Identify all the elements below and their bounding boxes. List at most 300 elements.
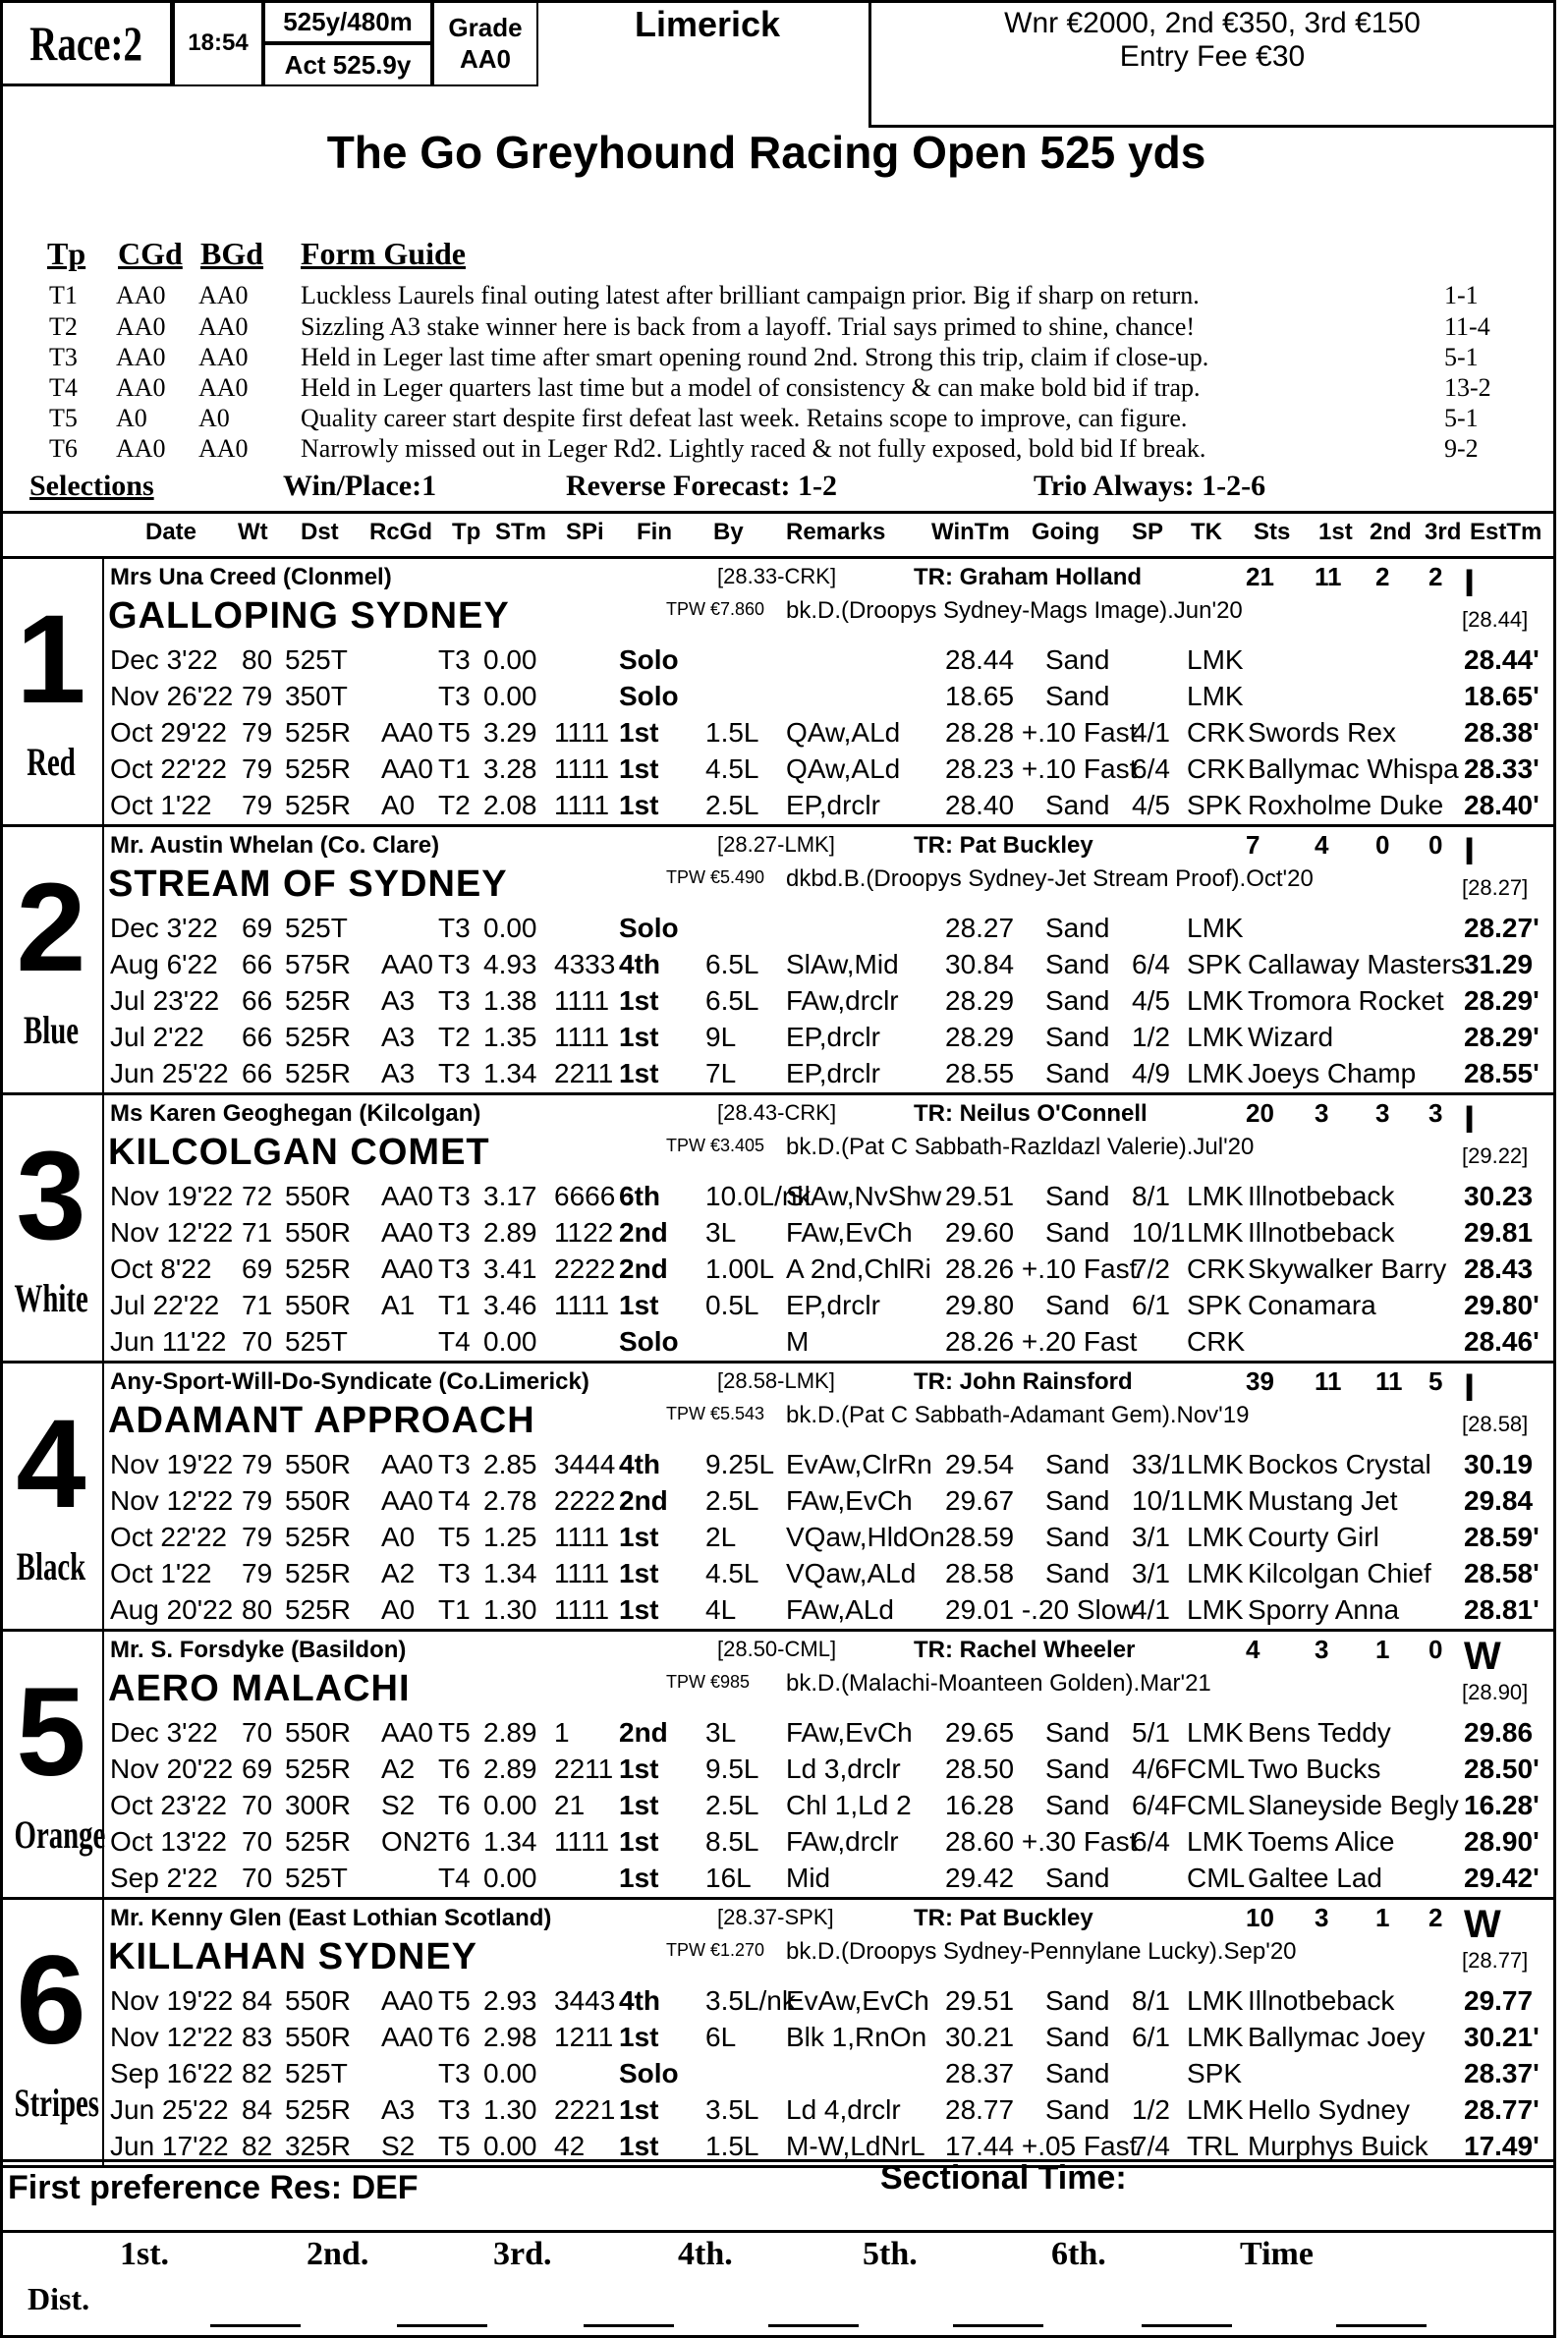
run-finish: 1st xyxy=(619,1594,659,1625)
run-weight: 84 xyxy=(242,1985,273,2016)
run-trap: T5 xyxy=(438,1522,471,1552)
run-win-time: 17.44 +.05 Fast xyxy=(945,2131,1138,2161)
run-date: Jun 17'22 xyxy=(110,2131,229,2161)
track-name-text: Limerick xyxy=(634,4,781,44)
run-going: Sand xyxy=(1045,644,1110,675)
run-track: LMK xyxy=(1187,1449,1244,1479)
run-track: LMK xyxy=(1187,1985,1244,2016)
run-sectional: 0.00 xyxy=(483,2058,537,2088)
run-est-time: 29.84 xyxy=(1464,1485,1534,1516)
run-trap: T1 xyxy=(438,1290,471,1320)
place-blank xyxy=(397,2324,487,2327)
run-weight: 82 xyxy=(242,2131,273,2161)
run-weight: 69 xyxy=(242,913,273,943)
run-split: 1111 xyxy=(554,1594,610,1625)
form-line xyxy=(108,717,1552,753)
preference: I xyxy=(1464,562,1476,605)
run-going: Sand xyxy=(1045,1449,1110,1479)
place-blank xyxy=(1142,2324,1232,2327)
run-distance: 575R xyxy=(285,949,351,979)
run-going: Sand xyxy=(1045,681,1110,711)
run-competitor: Conamara xyxy=(1248,1290,1376,1320)
run-trap: T3 xyxy=(438,1181,471,1211)
run-split: 1111 xyxy=(554,985,610,1016)
run-remarks: SlAw,Mid xyxy=(786,949,899,979)
dog-name: KILLAHAN SYDNEY xyxy=(108,1936,478,1977)
run-split: 1122 xyxy=(554,1217,614,1248)
run-going: Sand xyxy=(1045,1022,1110,1052)
selections-row xyxy=(0,470,1556,503)
run-going: Sand xyxy=(1045,1217,1110,1248)
run-est-time: 29.80' xyxy=(1464,1290,1540,1320)
run-by: 6L xyxy=(705,2022,737,2052)
run-finish: Solo xyxy=(619,644,679,675)
run-weight: 79 xyxy=(242,790,273,820)
run-split: 1 xyxy=(554,1717,570,1748)
race-number-text: Race:2 xyxy=(29,16,143,71)
footer-top-divider xyxy=(0,2159,1556,2162)
run-distance: 350T xyxy=(285,681,348,711)
run-going: Sand xyxy=(1045,913,1110,943)
run-est-time: 28.59' xyxy=(1464,1522,1540,1552)
fg-odds: 13-2 xyxy=(1444,373,1491,402)
run-trap: T3 xyxy=(438,949,471,979)
run-est-time: 28.37' xyxy=(1464,2058,1540,2088)
run-track: LMK xyxy=(1187,1558,1244,1588)
best-time: [28.43-CRK] xyxy=(717,1100,837,1125)
run-competitor: Tromora Rocket xyxy=(1248,985,1444,1016)
run-remarks: M xyxy=(786,1326,810,1357)
column-header: TK xyxy=(1191,519,1222,545)
run-sectional: 1.30 xyxy=(483,2094,537,2125)
column-header: Going xyxy=(1032,519,1100,545)
place-blank xyxy=(768,2324,859,2327)
time-label-text: Time xyxy=(1240,2236,1314,2272)
run-win-time: 28.37 xyxy=(945,2058,1015,2088)
fg-text: Quality career start despite first defeat last week. Retains scope to improve, can figure. xyxy=(301,404,1188,432)
run-remarks: Mid xyxy=(786,1863,831,1893)
first-preference-text: First preference Res: DEF xyxy=(8,2169,419,2206)
run-sectional: 2.85 xyxy=(483,1449,537,1479)
run-trap: T3 xyxy=(438,681,471,711)
fg-trap: T2 xyxy=(49,312,78,341)
run-trap: T6 xyxy=(438,1790,471,1820)
run-finish: 1st xyxy=(619,1863,659,1893)
run-weight: 70 xyxy=(242,1326,273,1357)
run-finish: 1st xyxy=(619,1522,659,1552)
run-grade: AA0 xyxy=(381,1449,433,1479)
time-blank xyxy=(1336,2324,1427,2327)
run-sp: 7/2 xyxy=(1132,1253,1170,1284)
form-line xyxy=(108,681,1552,717)
trap-colour: Black xyxy=(16,1544,86,1588)
run-going: Sand xyxy=(1045,1485,1110,1516)
form-line xyxy=(108,1449,1552,1485)
run-win-time: 28.55 xyxy=(945,1058,1015,1088)
run-est-time: 16.28' xyxy=(1464,1790,1540,1820)
place-label: 1st. xyxy=(120,2236,170,2272)
form-line xyxy=(108,1826,1552,1863)
run-sectional: 2.08 xyxy=(483,790,537,820)
run-by: 9.25L xyxy=(705,1449,775,1479)
form-line xyxy=(108,1863,1552,1899)
race-number xyxy=(0,0,173,86)
best-time: [28.58-LMK] xyxy=(717,1368,835,1393)
run-sectional: 1.34 xyxy=(483,1826,537,1857)
run-distance: 525R xyxy=(285,1594,351,1625)
run-remarks: EP,drclr xyxy=(786,1022,880,1052)
run-split: 21 xyxy=(554,1790,586,1820)
run-finish: 1st xyxy=(619,1290,659,1320)
thirds: 5 xyxy=(1428,1366,1443,1396)
run-date: Nov 12'22 xyxy=(110,2022,234,2052)
run-trap: T5 xyxy=(438,717,471,748)
run-est-time: 28.90' xyxy=(1464,1826,1540,1857)
column-header: Wt xyxy=(238,519,268,545)
run-win-time: 29.54 xyxy=(945,1449,1015,1479)
run-win-time: 28.50 xyxy=(945,1754,1015,1784)
run-sectional: 1.34 xyxy=(483,1058,537,1088)
run-est-time: 28.27' xyxy=(1464,913,1540,943)
dog-name: STREAM OF SYDNEY xyxy=(108,863,508,905)
run-sp: 4/1 xyxy=(1132,1594,1170,1625)
run-win-time: 28.59 xyxy=(945,1522,1015,1552)
run-competitor: Slaneyside Begly xyxy=(1248,1790,1459,1820)
fg-text: Narrowly missed out in Leger Rd2. Lightly raced & not fully exposed, bold bid If break. xyxy=(301,434,1206,463)
run-by: 8.5L xyxy=(705,1826,759,1857)
run-competitor: Ballymac Whispa xyxy=(1248,753,1459,784)
run-remarks: Ld 3,drclr xyxy=(786,1754,901,1784)
run-distance: 525T xyxy=(285,644,348,675)
run-remarks: M-W,LdNrL xyxy=(786,2131,925,2161)
run-sectional: 4.93 xyxy=(483,949,537,979)
run-finish: 1st xyxy=(619,1058,659,1088)
fg-bgd: AA0 xyxy=(198,281,249,309)
run-sp: 6/4 xyxy=(1132,1826,1170,1857)
run-going: Sand xyxy=(1045,1058,1110,1088)
run-competitor: Hello Sydney xyxy=(1248,2094,1410,2125)
run-weight: 79 xyxy=(242,1558,273,1588)
form-line xyxy=(108,1485,1552,1522)
runner-block xyxy=(0,1631,1556,1898)
run-grade: A3 xyxy=(381,1022,416,1052)
run-distance: 525T xyxy=(285,913,348,943)
run-weight: 66 xyxy=(242,1058,273,1088)
trap-number: 1 xyxy=(16,589,86,730)
run-sectional: 0.00 xyxy=(483,1790,537,1820)
dist-label-text: Dist. xyxy=(28,2281,90,2316)
estimated-time: [28.77] xyxy=(1462,1948,1529,1973)
starts: 39 xyxy=(1246,1366,1274,1396)
run-track: SPK xyxy=(1187,949,1243,979)
run-trap: T4 xyxy=(438,1485,471,1516)
run-weight: 84 xyxy=(242,2094,273,2125)
run-date: Oct 13'22 xyxy=(110,1826,227,1857)
trap-colour: Orange xyxy=(14,1812,106,1857)
run-track: LMK xyxy=(1187,1022,1244,1052)
place-label: 3rd. xyxy=(493,2236,552,2272)
trainer: TR: Pat Buckley xyxy=(914,1905,1093,1931)
trap-box xyxy=(0,1363,104,1630)
run-remarks: QAw,ALd xyxy=(786,753,901,784)
fg-cgd: AA0 xyxy=(116,373,166,402)
preference: I xyxy=(1464,1366,1476,1410)
form-line xyxy=(108,1558,1552,1594)
column-header: 2nd xyxy=(1370,519,1412,545)
place-label: 5th. xyxy=(863,2236,918,2272)
run-date: Oct 22'22 xyxy=(110,753,227,784)
run-weight: 80 xyxy=(242,1594,273,1625)
run-trap: T3 xyxy=(438,1449,471,1479)
run-win-time: 28.28 +.10 Fast xyxy=(945,717,1138,748)
run-by: 3L xyxy=(705,1717,737,1748)
run-distance: 550R xyxy=(285,1485,351,1516)
run-date: Jun 11'22 xyxy=(110,1326,227,1357)
owner: Ms Karen Geoghegan (Kilcolgan) xyxy=(110,1100,481,1127)
fg-odds: 5-1 xyxy=(1444,404,1479,432)
run-grade: AA0 xyxy=(381,2022,433,2052)
run-track: CRK xyxy=(1187,753,1246,784)
trap-box xyxy=(0,558,104,825)
estimated-time: [28.44] xyxy=(1462,607,1529,632)
run-win-time: 28.60 +.30 Fast xyxy=(945,1826,1138,1857)
wins: 3 xyxy=(1315,1635,1329,1664)
column-header: WinTm xyxy=(931,519,1010,545)
run-competitor: Callaway Masters xyxy=(1248,949,1465,979)
run-going: Sand xyxy=(1045,1522,1110,1552)
run-weight: 70 xyxy=(242,1717,273,1748)
breeding: bk.D.(Pat C Sabbath-Adamant Gem).Nov'19 xyxy=(786,1402,1250,1428)
sectional-time-text: Sectional Time: xyxy=(880,2159,1127,2197)
form-line xyxy=(108,1253,1552,1290)
run-date: Nov 12'22 xyxy=(110,1217,234,1248)
column-header: Dst xyxy=(301,519,339,545)
run-track: CML xyxy=(1187,1790,1246,1820)
run-competitor: Galtee Lad xyxy=(1248,1863,1382,1893)
run-est-time: 31.29 xyxy=(1464,949,1534,979)
fg-odds: 11-4 xyxy=(1444,312,1490,341)
form-line xyxy=(108,753,1552,790)
run-win-time: 29.01 -.20 Slow xyxy=(945,1594,1137,1625)
form-guide-headers xyxy=(0,236,1556,273)
run-going: Sand xyxy=(1045,790,1110,820)
run-grade: ON2 xyxy=(381,1826,438,1857)
run-by: 6.5L xyxy=(705,949,759,979)
run-date: Dec 3'22 xyxy=(110,913,218,943)
trap-box xyxy=(0,1094,104,1362)
run-by: 1.5L xyxy=(705,717,759,748)
run-track: CRK xyxy=(1187,1253,1246,1284)
run-est-time: 30.21' xyxy=(1464,2022,1540,2052)
run-competitor: Roxholme Duke xyxy=(1248,790,1444,820)
run-by: 2.5L xyxy=(705,1485,759,1516)
preference: W xyxy=(1464,1903,1501,1946)
fg-bgd: AA0 xyxy=(198,343,249,371)
run-finish: 2nd xyxy=(619,1717,668,1748)
run-grade: AA0 xyxy=(381,949,433,979)
run-weight: 70 xyxy=(242,1863,273,1893)
fg-bgd: A0 xyxy=(198,404,230,432)
run-est-time: 29.42' xyxy=(1464,1863,1540,1893)
run-split: 2221 xyxy=(554,2094,616,2125)
run-finish: 1st xyxy=(619,790,659,820)
run-win-time: 28.27 xyxy=(945,913,1015,943)
wins: 4 xyxy=(1315,830,1329,860)
run-trap: T3 xyxy=(438,1253,471,1284)
run-sp: 6/1 xyxy=(1132,2022,1170,2052)
run-win-time: 28.58 xyxy=(945,1558,1015,1588)
run-grade: A2 xyxy=(381,1558,416,1588)
run-remarks: A 2nd,ChlRi xyxy=(786,1253,931,1284)
run-sectional: 0.00 xyxy=(483,1863,537,1893)
best-time: [28.27-LMK] xyxy=(717,832,835,857)
run-distance: 550R xyxy=(285,1217,351,1248)
run-est-time: 28.29' xyxy=(1464,985,1540,1016)
run-win-time: 29.67 xyxy=(945,1485,1015,1516)
run-competitor: Wizard xyxy=(1248,1022,1334,1052)
run-win-time: 18.65 xyxy=(945,681,1015,711)
prize-won: TPW €985 xyxy=(666,1672,751,1692)
form-line xyxy=(108,1058,1552,1094)
place-blank xyxy=(210,2324,301,2327)
run-est-time: 28.29' xyxy=(1464,1022,1540,1052)
run-finish: 1st xyxy=(619,1022,659,1052)
form-line xyxy=(108,1790,1552,1826)
column-header: By xyxy=(713,519,744,545)
run-est-time: 28.58' xyxy=(1464,1558,1540,1588)
run-finish: 2nd xyxy=(619,1217,668,1248)
run-win-time: 28.26 +.10 Fast xyxy=(945,1253,1138,1284)
run-trap: T3 xyxy=(438,2058,471,2088)
run-grade: AA0 xyxy=(381,1253,433,1284)
fg-odds: 9-2 xyxy=(1444,434,1479,463)
run-track: LMK xyxy=(1187,913,1244,943)
run-by: 4L xyxy=(705,1594,737,1625)
run-track: CML xyxy=(1187,1863,1246,1893)
run-going: Sand xyxy=(1045,2058,1110,2088)
run-finish: 1st xyxy=(619,985,659,1016)
run-competitor: Toems Alice xyxy=(1248,1826,1395,1857)
column-header: Sts xyxy=(1254,519,1291,545)
seconds: 11 xyxy=(1375,1366,1403,1396)
first-preference xyxy=(8,2169,419,2207)
run-finish: Solo xyxy=(619,913,679,943)
run-est-time: 28.38' xyxy=(1464,717,1540,748)
fg-header-tp: Tp xyxy=(47,236,86,271)
run-distance: 525T xyxy=(285,1326,348,1357)
run-by: 2L xyxy=(705,1522,737,1552)
breeding: bk.D.(Droopys Sydney-Mags Image).Jun'20 xyxy=(786,597,1243,624)
fg-text: Sizzling A3 stake winner here is back from a layoff. Trial says primed to shine, chance! xyxy=(301,312,1196,341)
run-distance: 525R xyxy=(285,2094,351,2125)
fg-header-guide: Form Guide xyxy=(301,236,466,271)
form-line xyxy=(108,1985,1552,2022)
run-date: Oct 1'22 xyxy=(110,1558,212,1588)
run-remarks: FAw,drclr xyxy=(786,1826,899,1857)
form-guide-row xyxy=(49,373,1491,403)
run-track: CRK xyxy=(1187,1326,1246,1357)
run-date: Oct 29'22 xyxy=(110,717,227,748)
run-finish: Solo xyxy=(619,2058,679,2088)
run-win-time: 29.65 xyxy=(945,1717,1015,1748)
run-split: 3444 xyxy=(554,1449,616,1479)
prize-won: TPW €5.543 xyxy=(666,1404,765,1423)
run-remarks: EvAw,ClrRn xyxy=(786,1449,932,1479)
fg-cgd: AA0 xyxy=(116,434,166,463)
run-remarks: VQaw,ALd xyxy=(786,1558,917,1588)
run-weight: 79 xyxy=(242,681,273,711)
run-date: Aug 6'22 xyxy=(110,949,218,979)
thirds: 0 xyxy=(1428,1635,1443,1664)
run-finish: 1st xyxy=(619,717,659,748)
form-guide-row xyxy=(49,312,1490,342)
run-track: SPK xyxy=(1187,1290,1243,1320)
run-distance: 525R xyxy=(285,790,351,820)
run-win-time: 29.80 xyxy=(945,1290,1015,1320)
run-weight: 69 xyxy=(242,1754,273,1784)
run-trap: T3 xyxy=(438,1058,471,1088)
run-by: 0.5L xyxy=(705,1290,759,1320)
run-grade: AA0 xyxy=(381,1985,433,2016)
run-distance: 525R xyxy=(285,1058,351,1088)
race-title xyxy=(0,126,1533,179)
run-trap: T3 xyxy=(438,2094,471,2125)
run-distance: 525R xyxy=(285,753,351,784)
run-sectional: 2.89 xyxy=(483,1217,537,1248)
race-time-text: 18:54 xyxy=(188,29,249,56)
run-competitor: Kilcolgan Chief xyxy=(1248,1558,1431,1588)
run-track: LMK xyxy=(1187,1217,1244,1248)
run-sp: 1/2 xyxy=(1132,1022,1170,1052)
run-trap: T1 xyxy=(438,1594,471,1625)
breeding: bk.D.(Droopys Sydney-Pennylane Lucky).Sep'20 xyxy=(786,1938,1297,1965)
run-going: Sand xyxy=(1045,985,1110,1016)
run-split: 2222 xyxy=(554,1253,616,1284)
trap-colour: White xyxy=(14,1276,88,1320)
fg-text: Luckless Laurels final outing latest after brilliant campaign prior. Big if sharp on return. xyxy=(301,281,1200,309)
fg-bgd: AA0 xyxy=(198,373,249,402)
run-est-time: 28.33' xyxy=(1464,753,1540,784)
run-track: LMK xyxy=(1187,1485,1244,1516)
estimated-time: [28.90] xyxy=(1462,1680,1529,1704)
run-remarks: Chl 1,Ld 2 xyxy=(786,1790,912,1820)
run-going: Sand xyxy=(1045,949,1110,979)
run-sp: 33/1 xyxy=(1132,1449,1186,1479)
run-win-time: 29.42 xyxy=(945,1863,1015,1893)
run-distance: 550R xyxy=(285,1181,351,1211)
run-win-time: 16.28 xyxy=(945,1790,1015,1820)
run-date: Jun 25'22 xyxy=(110,1058,229,1088)
run-sectional: 0.00 xyxy=(483,681,537,711)
run-split: 4333 xyxy=(554,949,616,979)
run-competitor: Bockos Crystal xyxy=(1248,1449,1431,1479)
run-grade: S2 xyxy=(381,1790,416,1820)
run-sectional: 0.00 xyxy=(483,2131,537,2161)
run-finish: 1st xyxy=(619,2022,659,2052)
owner: Mrs Una Creed (Clonmel) xyxy=(110,564,392,590)
run-distance: 525R xyxy=(285,1754,351,1784)
run-finish: 4th xyxy=(619,1985,660,2016)
dist-label xyxy=(28,2281,89,2317)
run-est-time: 29.86 xyxy=(1464,1717,1534,1748)
column-header: EstTm xyxy=(1470,519,1542,545)
fg-trap: T6 xyxy=(49,434,78,463)
form-line xyxy=(108,2058,1552,2094)
column-header: SP xyxy=(1132,519,1164,545)
run-date: Aug 20'22 xyxy=(110,1594,234,1625)
run-sp: 10/1 xyxy=(1132,1217,1186,1248)
run-win-time: 28.29 xyxy=(945,1022,1015,1052)
